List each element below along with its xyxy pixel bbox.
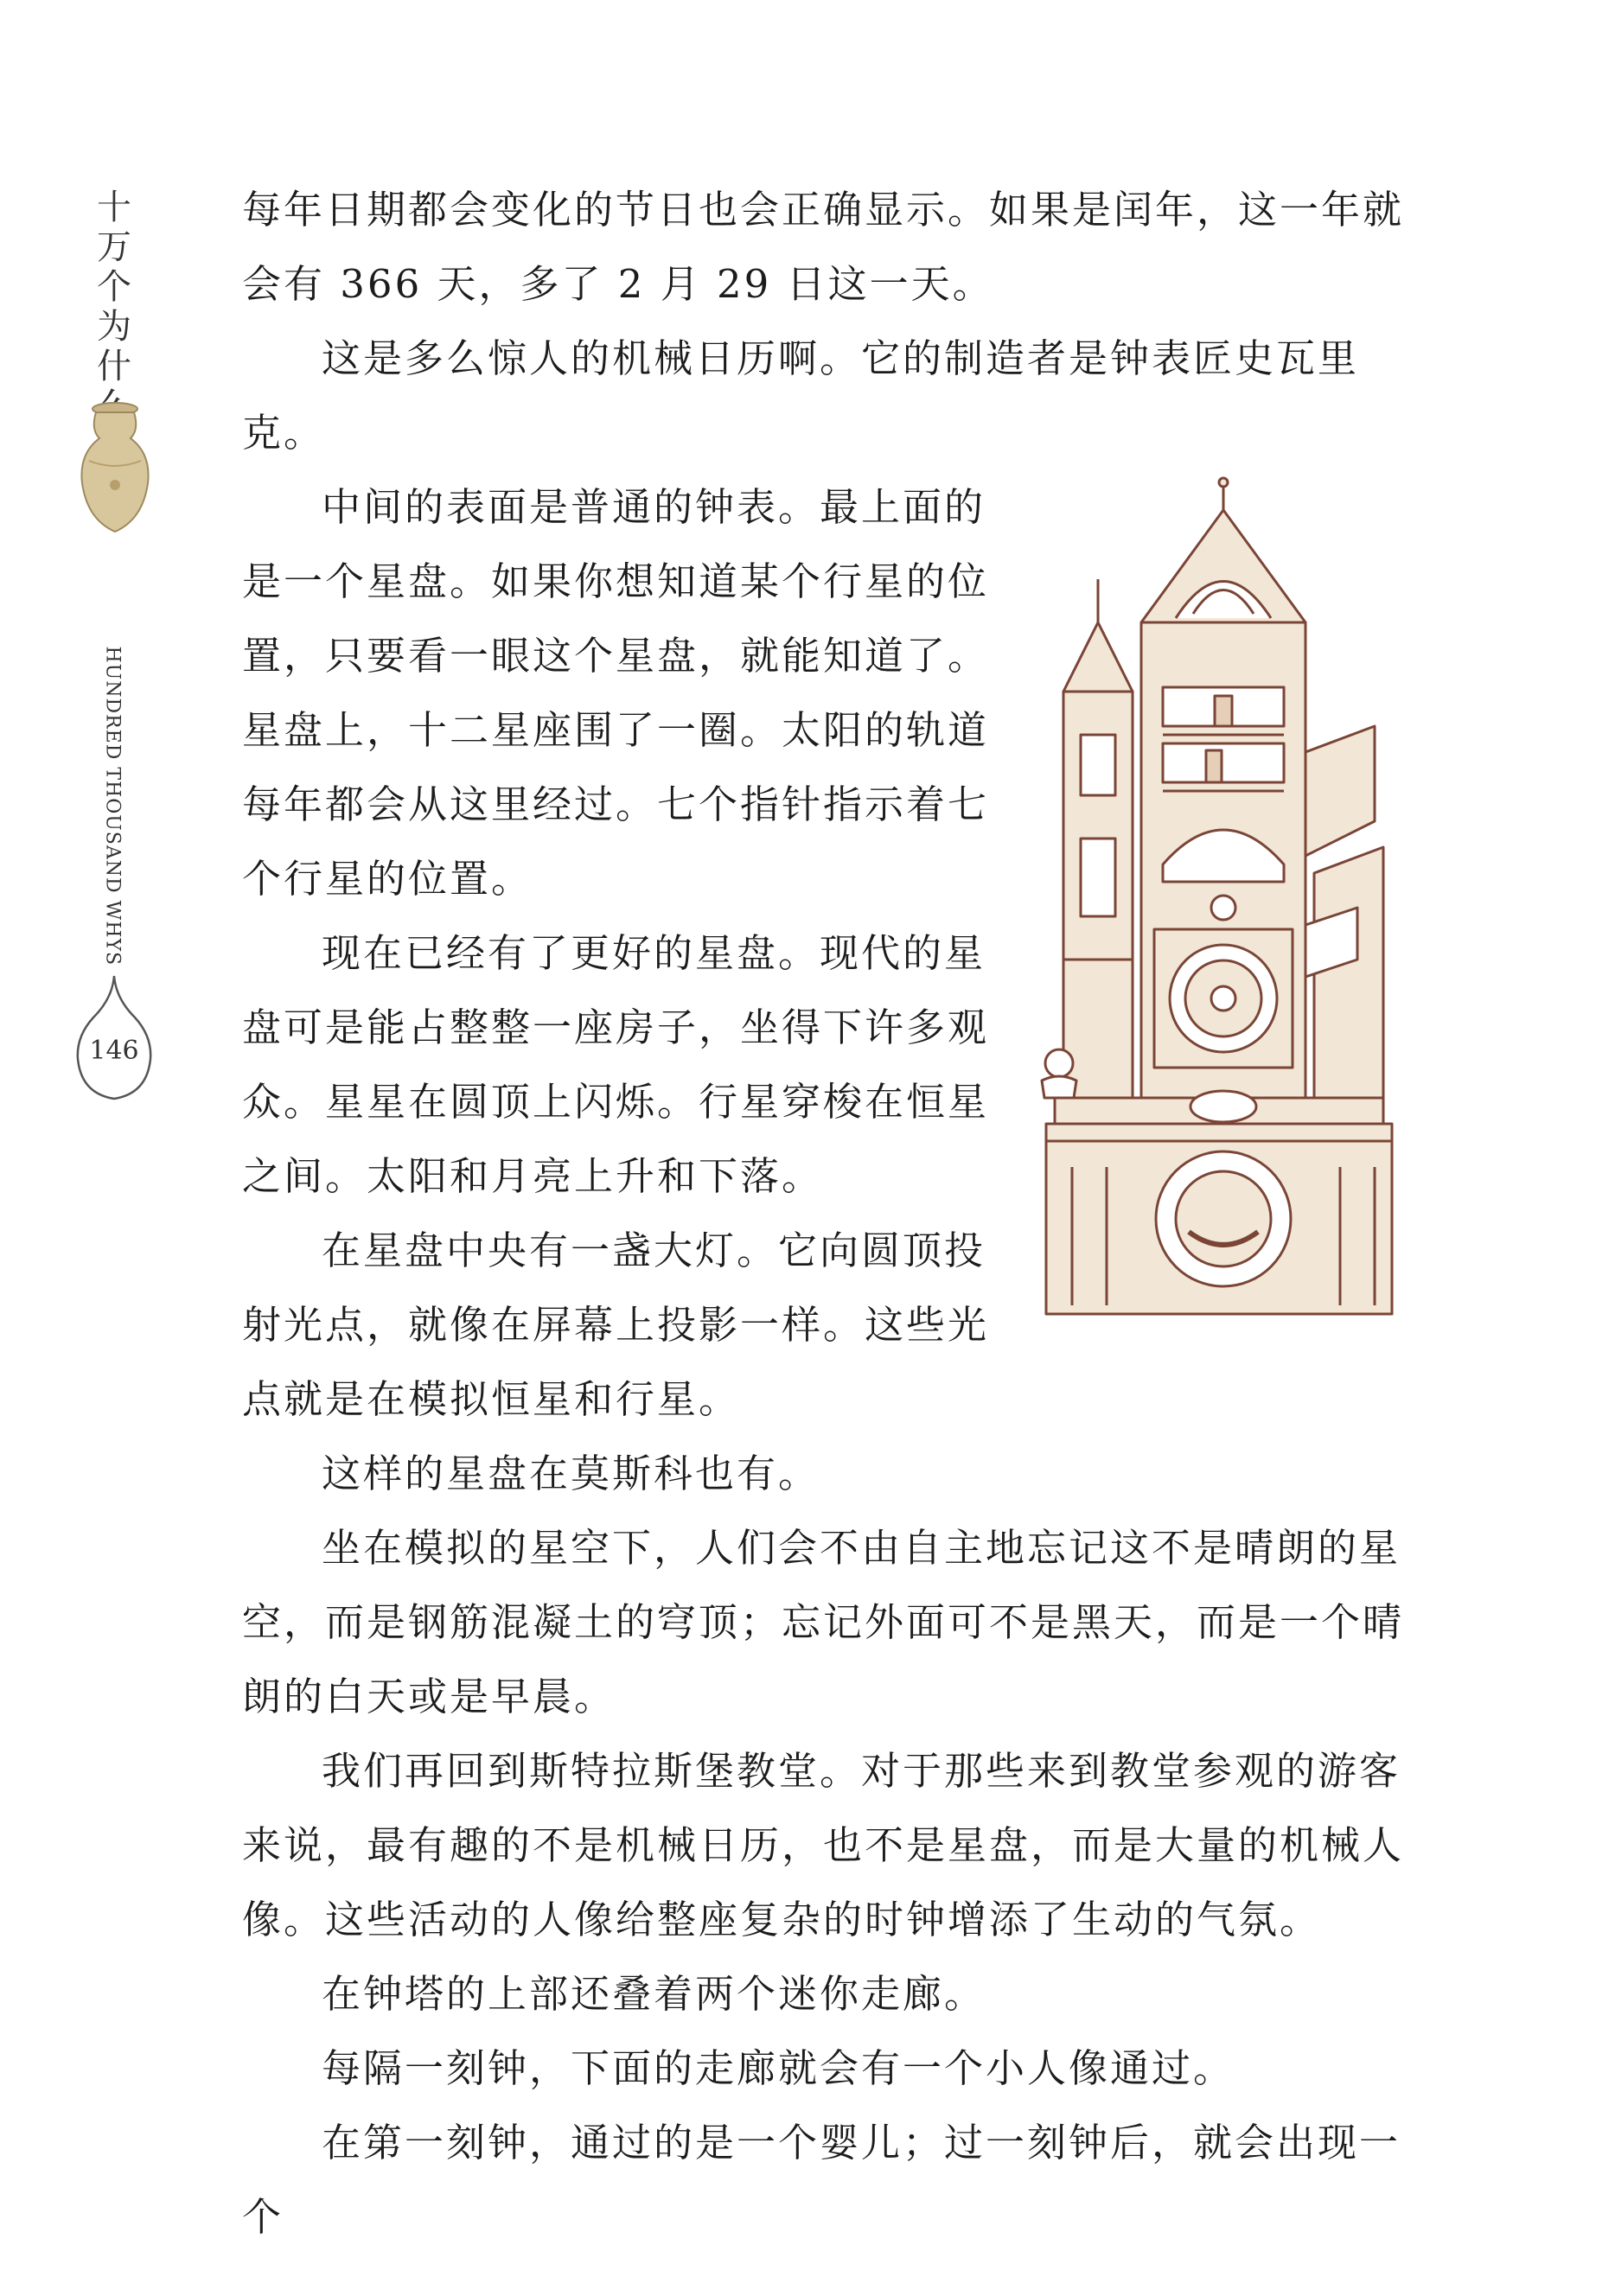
paragraph: 我们再回到斯特拉斯堡教堂。对于那些来到教堂参观的游客来说，最有趣的不是机械日历，也不是星盘，而是大量的机械人像。这些活动的人像给整座复杂的时钟增添了生动的气氛。 — [242, 1748, 1405, 1942]
paragraph: 在第一刻钟，通过的是一个婴儿；过一刻钟后，就会出现一个 — [242, 2120, 1401, 2240]
paragraph: 现在已经有了更好的星盘。现代的星盘可是能占整整一座房子，坐得下许多观众。星星在圆顶上闪烁。行星穿梭在恒星之间。太阳和月亮上升和下落。 — [242, 930, 990, 1199]
clock-tower-illustration — [1012, 475, 1418, 1318]
page-number: 146 — [89, 1036, 139, 1066]
paragraph: 在星盘中央有一盏大灯。它向圆顶投射光点，就像在屏幕上投影一样。这些光点就是在模拟恒星和行星。 — [242, 1228, 990, 1422]
series-title: 十万个为什 — [97, 188, 131, 386]
vase-icon — [73, 400, 156, 535]
paragraph: 这样的星盘在莫斯科也有。 — [322, 1451, 820, 1496]
paragraph: 这是多么惊人的机械日历啊。它的制造者是钟表匠史瓦里克。 — [242, 335, 1360, 456]
paragraph: 每隔一刻钟，下面的走廊就会有一个小人像通过。 — [322, 2045, 1235, 2091]
paragraph: 在钟塔的上部还叠着两个迷你走廊。 — [322, 1971, 986, 2017]
series-title-en: HUNDRED THOUSAND WHYS — [101, 646, 124, 966]
paragraph: 坐在模拟的星空下，人们会不由自主地忘记这不是晴朗的星空，而是钢筋混凝土的穹顶；忘记外面可不是黑天，而是一个晴朗的白天或是早晨。 — [242, 1525, 1405, 1719]
astronomical-clock-drawing — [1012, 475, 1418, 1318]
paragraph: 每年日期都会变化的节日也会正确显示。如果是闰年，这一年就会有 366 天，多了 2 月 29 日这一天。 — [242, 187, 1405, 307]
body-text — [242, 173, 1409, 2255]
paragraph: 中间的表面是普通的钟表。最上面的是一个星盘。如果你想知道某个行星的位置，只要看一眼这个星盘，就能知道了。星盘上，十二星座围了一圈。太阳的轨道每年都会从这里经过。七个指针指示着七个行星的位置。 — [242, 484, 990, 902]
